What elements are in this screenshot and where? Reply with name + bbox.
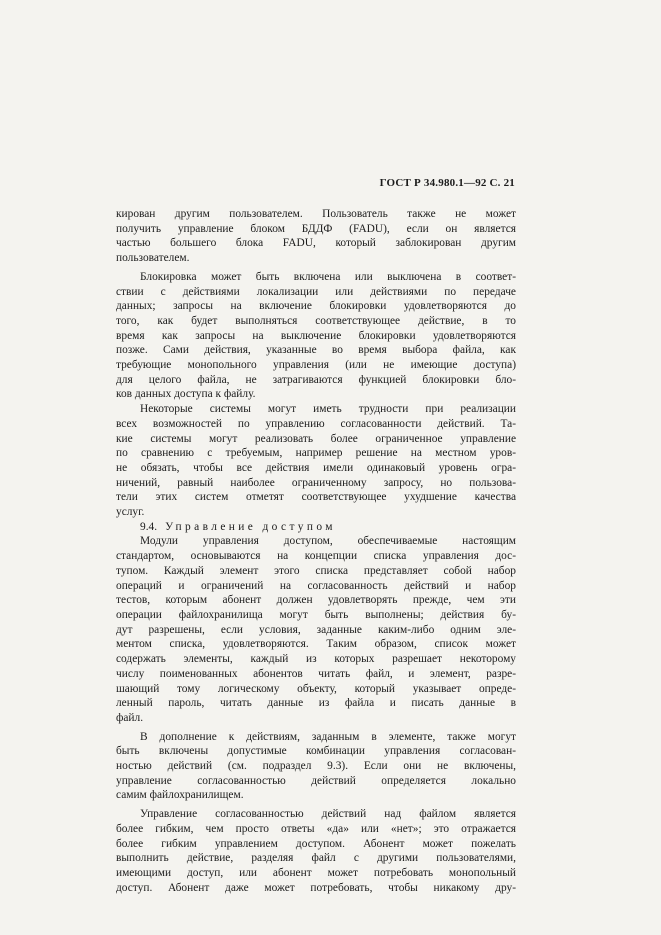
text-line: доступ. Абонент даже может потребовать, чтобы никакому дру- [116,881,516,894]
text-line: требующие монопольного управления (или не имеющие доступа) [116,359,516,372]
paragraph-combinations [116,730,516,804]
paragraph-access-modules [116,534,516,725]
text-line: Модули управления доступом, обеспечиваемые настоящим [140,535,516,548]
section-title: Управление доступом [165,520,336,533]
text-line: по сравнению с требуемым, например решение на местном уров- [116,447,516,460]
text-line: ментом списка, удовлетворяются. Таким образом, список может [116,638,516,651]
text-line: более гибким, чем просто ответы «да» или «нет»; это отражается [116,822,516,835]
text-line: не обязать, чтобы все действия имели одинаковый уровень огра- [116,461,516,474]
text-line: тестов, которым абонент должен удовлетворять прежде, чем эти [116,594,516,607]
text-line: получить управление блоком БДДФ (FADU), если он является [116,222,516,235]
text-line: кие системы могут реализовать более ограниченное управление [116,432,516,445]
paragraph-lock-actions [116,270,516,402]
text-line: пользователем. [116,252,190,265]
text-line: операций и ограничений на согласованность действий и набор [116,579,516,592]
text-line: самим файлохранилищем. [116,789,244,802]
text-line: дут разрешены, если условия, заданные каким-либо одним эле- [116,623,516,636]
text-line: содержать элементы, каждый из которых разрешает некоторому [116,653,516,666]
text-line: быть включены допустимые комбинации управления согласован- [116,745,516,758]
text-line: ствии с действиями локализации или действиями по передаче [116,285,516,298]
text-line: Управление согласованностью действий над файлом является [140,808,516,821]
page-header: ГОСТ Р 34.980.1—92 С. 21 [379,177,515,189]
text-line: того, как будет выполняться соответствующее действие, в то [116,314,516,327]
text-line: стандартом, основываются на концепции списка управления дос- [116,550,516,563]
text-line: ленный пароль, читать данные из файла и писать данные в [116,697,516,710]
section-number: 9.4. [140,520,158,533]
paragraph-locking-continued [116,207,516,266]
section-heading [116,520,516,535]
text-line: всех возможностей по управлению согласованности действий. Та- [116,417,516,430]
text-line: выполнить действие, разделяя файл с другими пользователями, [116,852,516,865]
text-line: для целого файла, не затрагиваются функцией блокировки бло- [116,373,516,386]
text-line: частью большего блока FADU, который заблокирован другим [116,237,516,250]
text-line: кирован другим пользователем. Пользователь также не может [116,208,516,220]
paragraph-limited-systems [116,402,516,520]
text-line: позже. Сами действия, указанные во время выбора файла, как [116,344,516,357]
text-line: Некоторые системы могут иметь трудности при реализации [140,403,516,416]
text-line: ничений, равный наиболее ограниченному запросу, но пользова- [116,476,516,489]
text-line: услуг. [116,506,145,519]
body-text [116,207,516,895]
text-line: данных; запросы на включение блокировки удовлетворяются до [116,300,516,313]
text-line: ков данных доступа к файлу. [116,388,256,401]
text-line: управление согласованностью действий определяется локально [116,774,516,787]
text-line: операции файлохранилища могут быть выполнены; действия бу- [116,608,516,621]
text-line: Блокировка может быть включена или выключена в соответ- [140,270,516,283]
text-line: числу поименованных абонентов читать файл, и элемент, разре- [116,667,516,680]
text-line: В дополнение к действиям, заданным в элементе, также могут [140,730,516,743]
text-line: тели этих систем отметят соответствующее ухудшение качества [116,491,516,504]
text-line: файл. [116,711,144,724]
text-line: время как запросы на выключение блокировки удовлетворяются [116,329,516,342]
text-line: тупом. Каждый элемент этого списка представляет собой набор [116,564,516,577]
text-line: более гибким управлением доступом. Абонент может пожелать [116,837,516,850]
paragraph-flexible-control [116,807,516,895]
text-line: шающий тому логическому объекту, который указывает опреде- [116,682,516,695]
text-line: имеющими доступ, или абонент может потребовать монопольный [116,866,516,879]
text-line: ностью действий (см. подраздел 9.3). Если они не включены, [116,760,516,773]
